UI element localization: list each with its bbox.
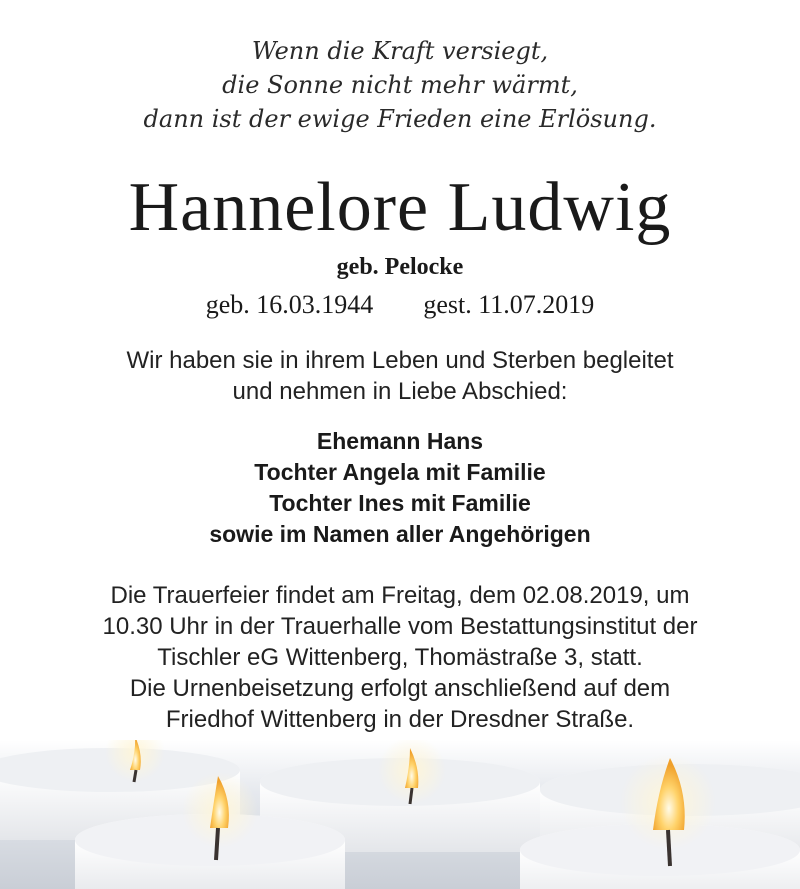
poem-verse <box>0 34 800 136</box>
mourner-line: Tochter Ines mit Familie <box>269 490 531 516</box>
farewell-intro <box>0 345 800 407</box>
ceremony-line: Tischler eG Wittenberg, Thomästraße 3, statt. <box>157 644 643 671</box>
life-dates <box>0 288 800 322</box>
maiden-name: geb. Pelocke <box>336 254 464 280</box>
intro-line: Wir haben sie in ihrem Leben und Sterben begleitet <box>126 347 674 374</box>
ceremony-line: Die Trauerfeier findet am Freitag, dem 02.08.2019, um <box>110 582 690 609</box>
mourners-list <box>0 426 800 550</box>
ceremony-line: Friedhof Wittenberg in der Dresdner Straße. <box>165 706 635 733</box>
mourner-line: Ehemann Hans <box>316 428 484 454</box>
poem-line: dann ist der ewige Frieden eine Erlösung. <box>143 105 657 133</box>
intro-line: und nehmen in Liebe Abschied: <box>232 378 568 405</box>
death-date: gest. 11.07.2019 <box>423 290 595 319</box>
ceremony-line: 10.30 Uhr in der Trauerhalle vom Bestattungsinstitut der <box>102 613 698 640</box>
ceremony-line: Die Urnenbeisetzung erfolgt anschließend auf dem <box>129 675 671 702</box>
mourner-line: sowie im Namen aller Angehörigen <box>209 521 591 547</box>
candles-image <box>0 740 800 889</box>
deceased-name: Hannelore Ludwig <box>128 169 672 246</box>
ceremony-info <box>0 580 800 735</box>
poem-line: Wenn die Kraft versiegt, <box>251 37 549 65</box>
poem-line: die Sonne nicht mehr wärmt, <box>222 71 578 99</box>
mourner-line: Tochter Angela mit Familie <box>254 459 546 485</box>
birth-date: geb. 16.03.1944 <box>205 290 374 319</box>
